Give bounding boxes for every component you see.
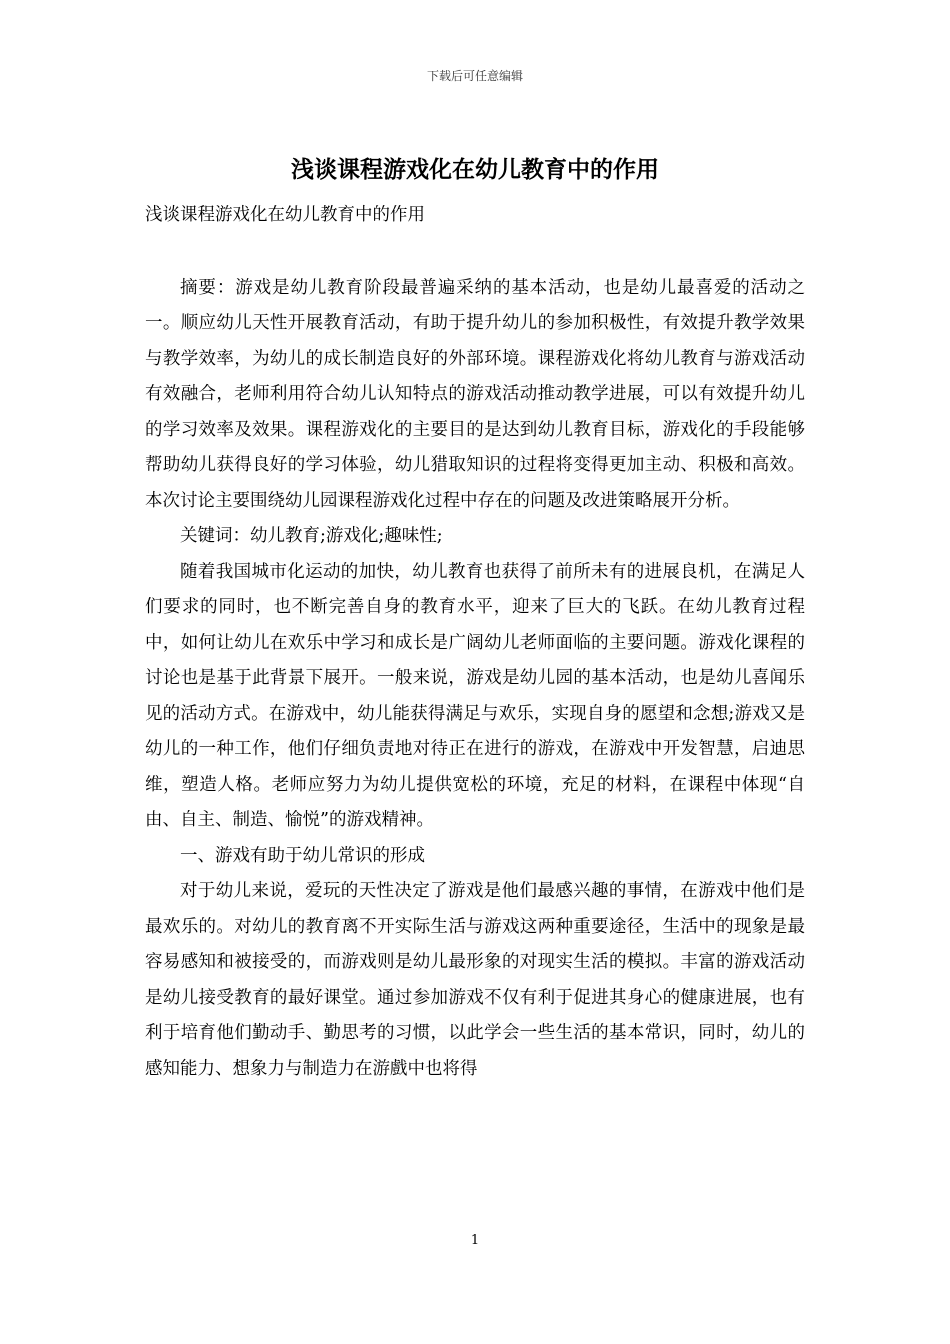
document-subtitle: 浅谈课程游戏化在幼儿教育中的作用 — [145, 205, 425, 225]
intro-paragraph: 随着我国城市化运动的加快，幼儿教育也获得了前所未有的进展良机，在满足人们要求的同时，也不断完善自身的教育水平，迎来了巨大的飞跃。在幼儿教育过程中，如何让幼儿在欢乐中学习和成长是广阔幼儿老师面临的主要问题。游戏化课程的讨论也是基于此背景下展开。一般来说，游戏是幼儿园的基本活动，也是幼儿喜闻乐见的活动方式。在游戏中，幼儿能获得满足与欢乐，实现自身的愿望和念想;游戏又是幼儿的一种工作，他们仔细负责地对待正在进行的游戏，在游戏中开发智慧，启迪思维，塑造人格。老师应努力为幼儿提供宽松的环境，充足的材料，在课程中体现“自由、自主、制造、愉悦”的游戏精神。 — [145, 561, 805, 830]
page-number: 1 — [470, 1233, 480, 1248]
section-heading: 一、游戏有助于幼儿常识的形成 — [180, 845, 425, 866]
keywords-paragraph: 关键词：幼儿教育;游戏化;趣味性; — [180, 526, 443, 546]
document-body — [145, 198, 805, 1087]
blank-line — [145, 234, 805, 271]
abstract-paragraph: 摘要：游戏是幼儿教育阶段最普遍采纳的基本活动，也是幼儿最喜爱的活动之一。顺应幼儿天性开展教育活动，有助于提升幼儿的参加积极性，有效提升教学效果与教学效率，为幼儿的成长制造良好的外部环境。课程游戏化将幼儿教育与游戏活动有效融合，老师利用符合幼儿认知特点的游戏活动推动教学进展，可以有效提升幼儿的学习效率及效果。课程游戏化的主要目的是达到幼儿教育目标，游戏化的手段能够帮助幼儿获得良好的学习体验，幼儿猎取知识的过程将变得更加主动、积极和高效。本次讨论主要围绕幼儿园课程游戏化过程中存在的问题及改进策略展开分析。 — [145, 277, 805, 511]
header-note: 下载后可任意编辑 — [426, 69, 523, 83]
document-title: 浅谈课程游戏化在幼儿教育中的作用 — [291, 156, 659, 183]
section-body-paragraph: 对于幼儿来说，爱玩的天性决定了游戏是他们最感兴趣的事情，在游戏中他们是最欢乐的。对幼儿的教育离不开实际生活与游戏这两种重要途径，生活中的现象是最容易感知和被接受的，而游戏则是幼儿最形象的对现实生活的模拟。丰富的游戏活动是幼儿接受教育的最好课堂。通过参加游戏不仅有利于促进其身心的健康进展，也有利于培育他们勤动手、勤思考的习惯，以此学会一些生活的基本常识，同时，幼儿的感知能力、想象力与制造力在游戲中也将得 — [145, 881, 805, 1079]
